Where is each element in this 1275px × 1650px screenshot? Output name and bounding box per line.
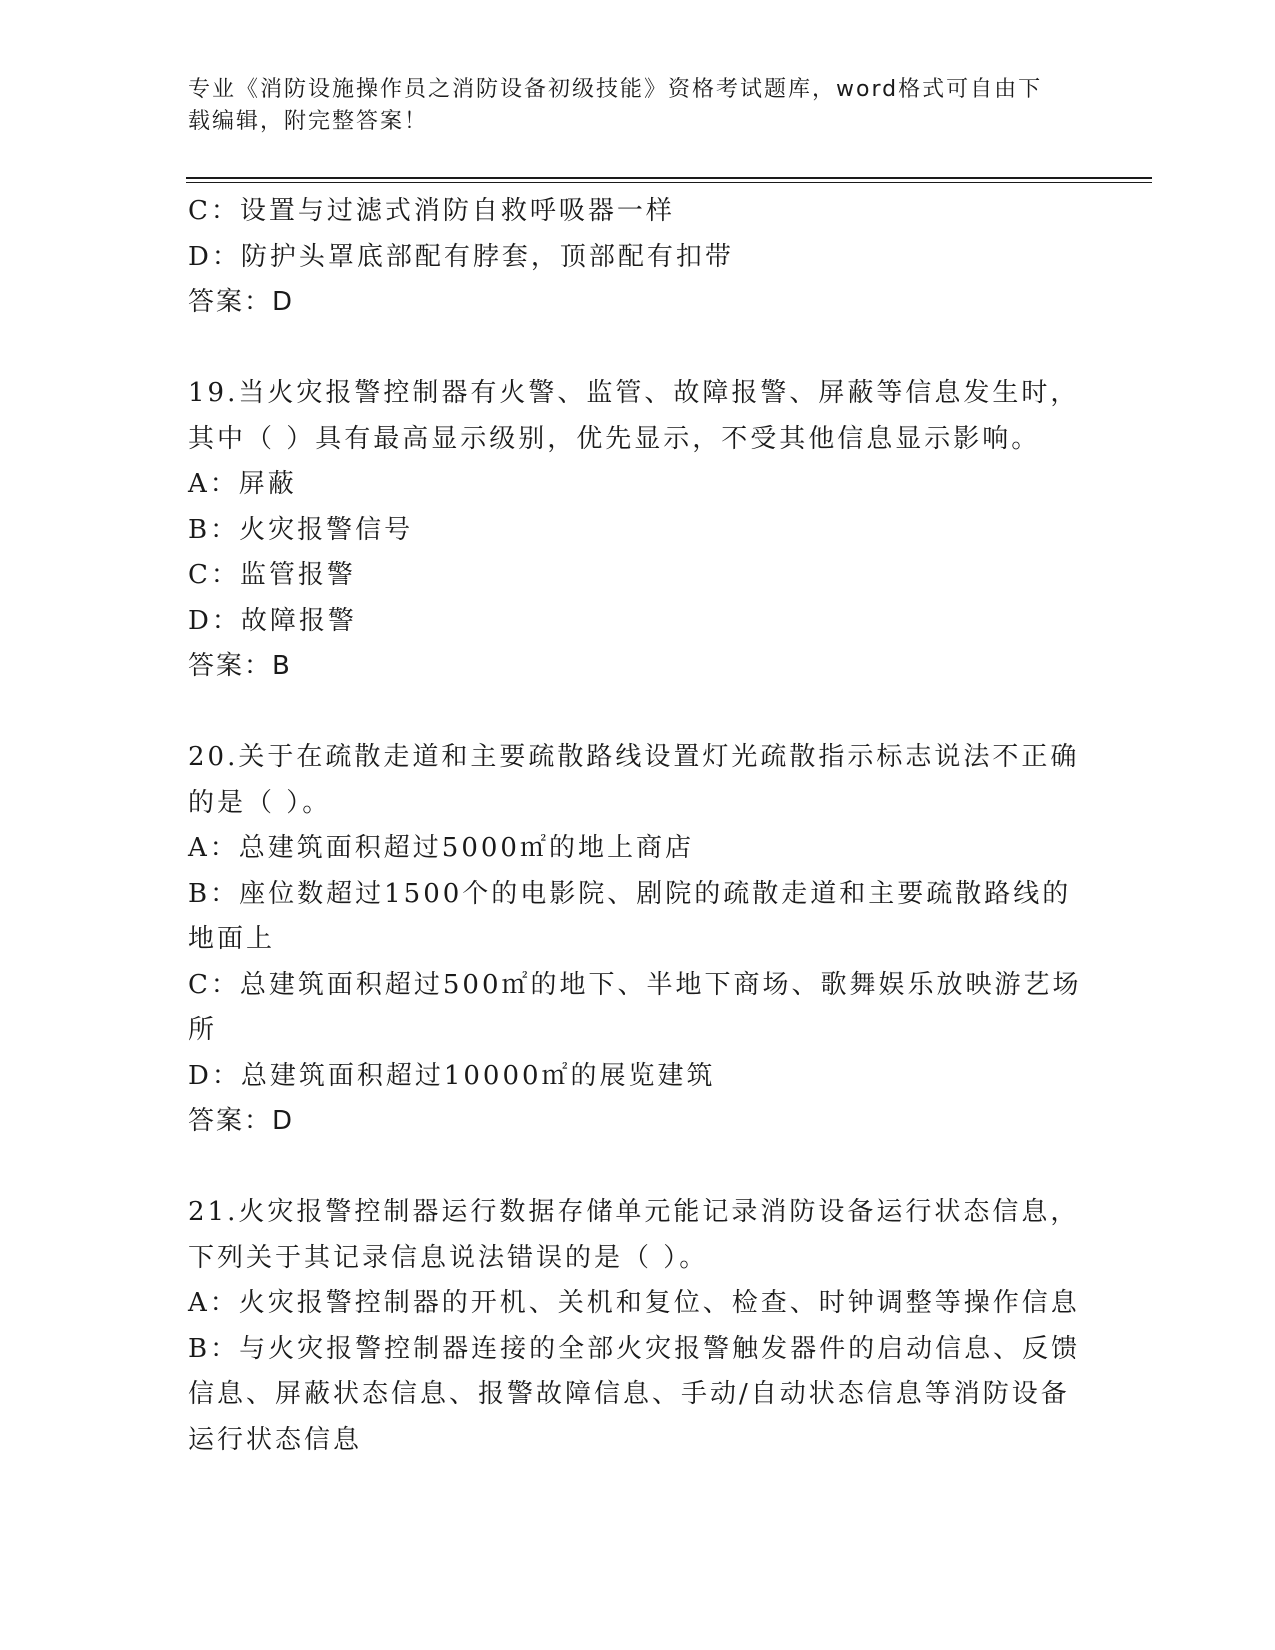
spacer: [188, 326, 1078, 372]
q21-option-a: A：火灾报警控制器的开机、关机和复位、检查、时钟调整等操作信息: [188, 1288, 1080, 1318]
question-content: [188, 189, 1082, 1463]
header-divider-thin: [186, 182, 1152, 183]
q21-stem-line-2: 下列关于其记录信息说法错误的是（ ）。: [188, 1242, 709, 1273]
q20-answer: 答案：D: [188, 1106, 295, 1136]
q21-option-b-line-3: 运行状态信息: [188, 1424, 363, 1455]
document-header: [188, 74, 1068, 138]
q20-stem-line-2: 的是（ ）。: [188, 787, 332, 818]
q20-stem-line-1: 20.关于在疏散走道和主要疏散路线设置灯光疏散指示标志说法不正确: [188, 742, 1080, 772]
q20-option-b-line-1: B：座位数超过1500个的电影院、剧院的疏散走道和主要疏散路线的: [188, 878, 1072, 909]
q18-answer: 答案：D: [188, 287, 295, 317]
q18-option-d: D：防护头罩底部配有脖套，顶部配有扣带: [188, 241, 734, 272]
q21-stem-line-1: 21.火灾报警控制器运行数据存储单元能记录消防设备运行状态信息，: [188, 1197, 1080, 1227]
q20-option-b-line-2: 地面上: [188, 924, 276, 954]
spacer: [188, 690, 1078, 736]
q20-option-a: A：总建筑面积超过5000㎡的地上商店: [188, 833, 694, 863]
q21-option-b-line-1: B：与火灾报警控制器连接的全部火灾报警触发器件的启动信息、反馈: [188, 1333, 1081, 1364]
q20-option-c-line-1: C：总建筑面积超过500㎡的地下、半地下商场、歌舞娱乐放映游艺场: [188, 969, 1082, 1000]
question-21: [188, 1190, 1081, 1463]
q19-stem-line-1: 19.当火灾报警控制器有火警、监管、故障报警、屏蔽等信息发生时，: [188, 378, 1080, 408]
q19-option-d: D：故障报警: [188, 605, 357, 636]
q18-option-c: C：设置与过滤式消防自救呼吸器一样: [188, 196, 675, 226]
question-20: [188, 735, 1082, 1145]
header-line-1: 专业《消防设施操作员之消防设备初级技能》资格考试题库，word格式可自由下: [188, 77, 1043, 102]
spacer: [188, 1145, 1078, 1191]
q21-option-b-line-2: 信息、屏蔽状态信息、报警故障信息、手动/自动状态信息等消防设备: [188, 1379, 1070, 1409]
question-19: [188, 371, 1078, 690]
q19-option-c: C：监管报警: [188, 560, 356, 590]
q19-answer: 答案：B: [188, 651, 292, 681]
q20-option-d: D：总建筑面积超过10000㎡的展览建筑: [188, 1060, 716, 1091]
header-line-2: 载编辑，附完整答案！: [188, 109, 429, 134]
q19-option-a: A：屏蔽: [188, 469, 297, 499]
q20-option-c-line-2: 所: [188, 1015, 218, 1045]
header-divider-thick: [186, 177, 1152, 179]
q19-stem-line-2: 其中（ ）具有最高显示级别，优先显示，不受其他信息显示影响。: [188, 423, 1041, 454]
question-18: [188, 189, 1078, 326]
q19-option-b: B：火灾报警信号: [188, 514, 414, 545]
